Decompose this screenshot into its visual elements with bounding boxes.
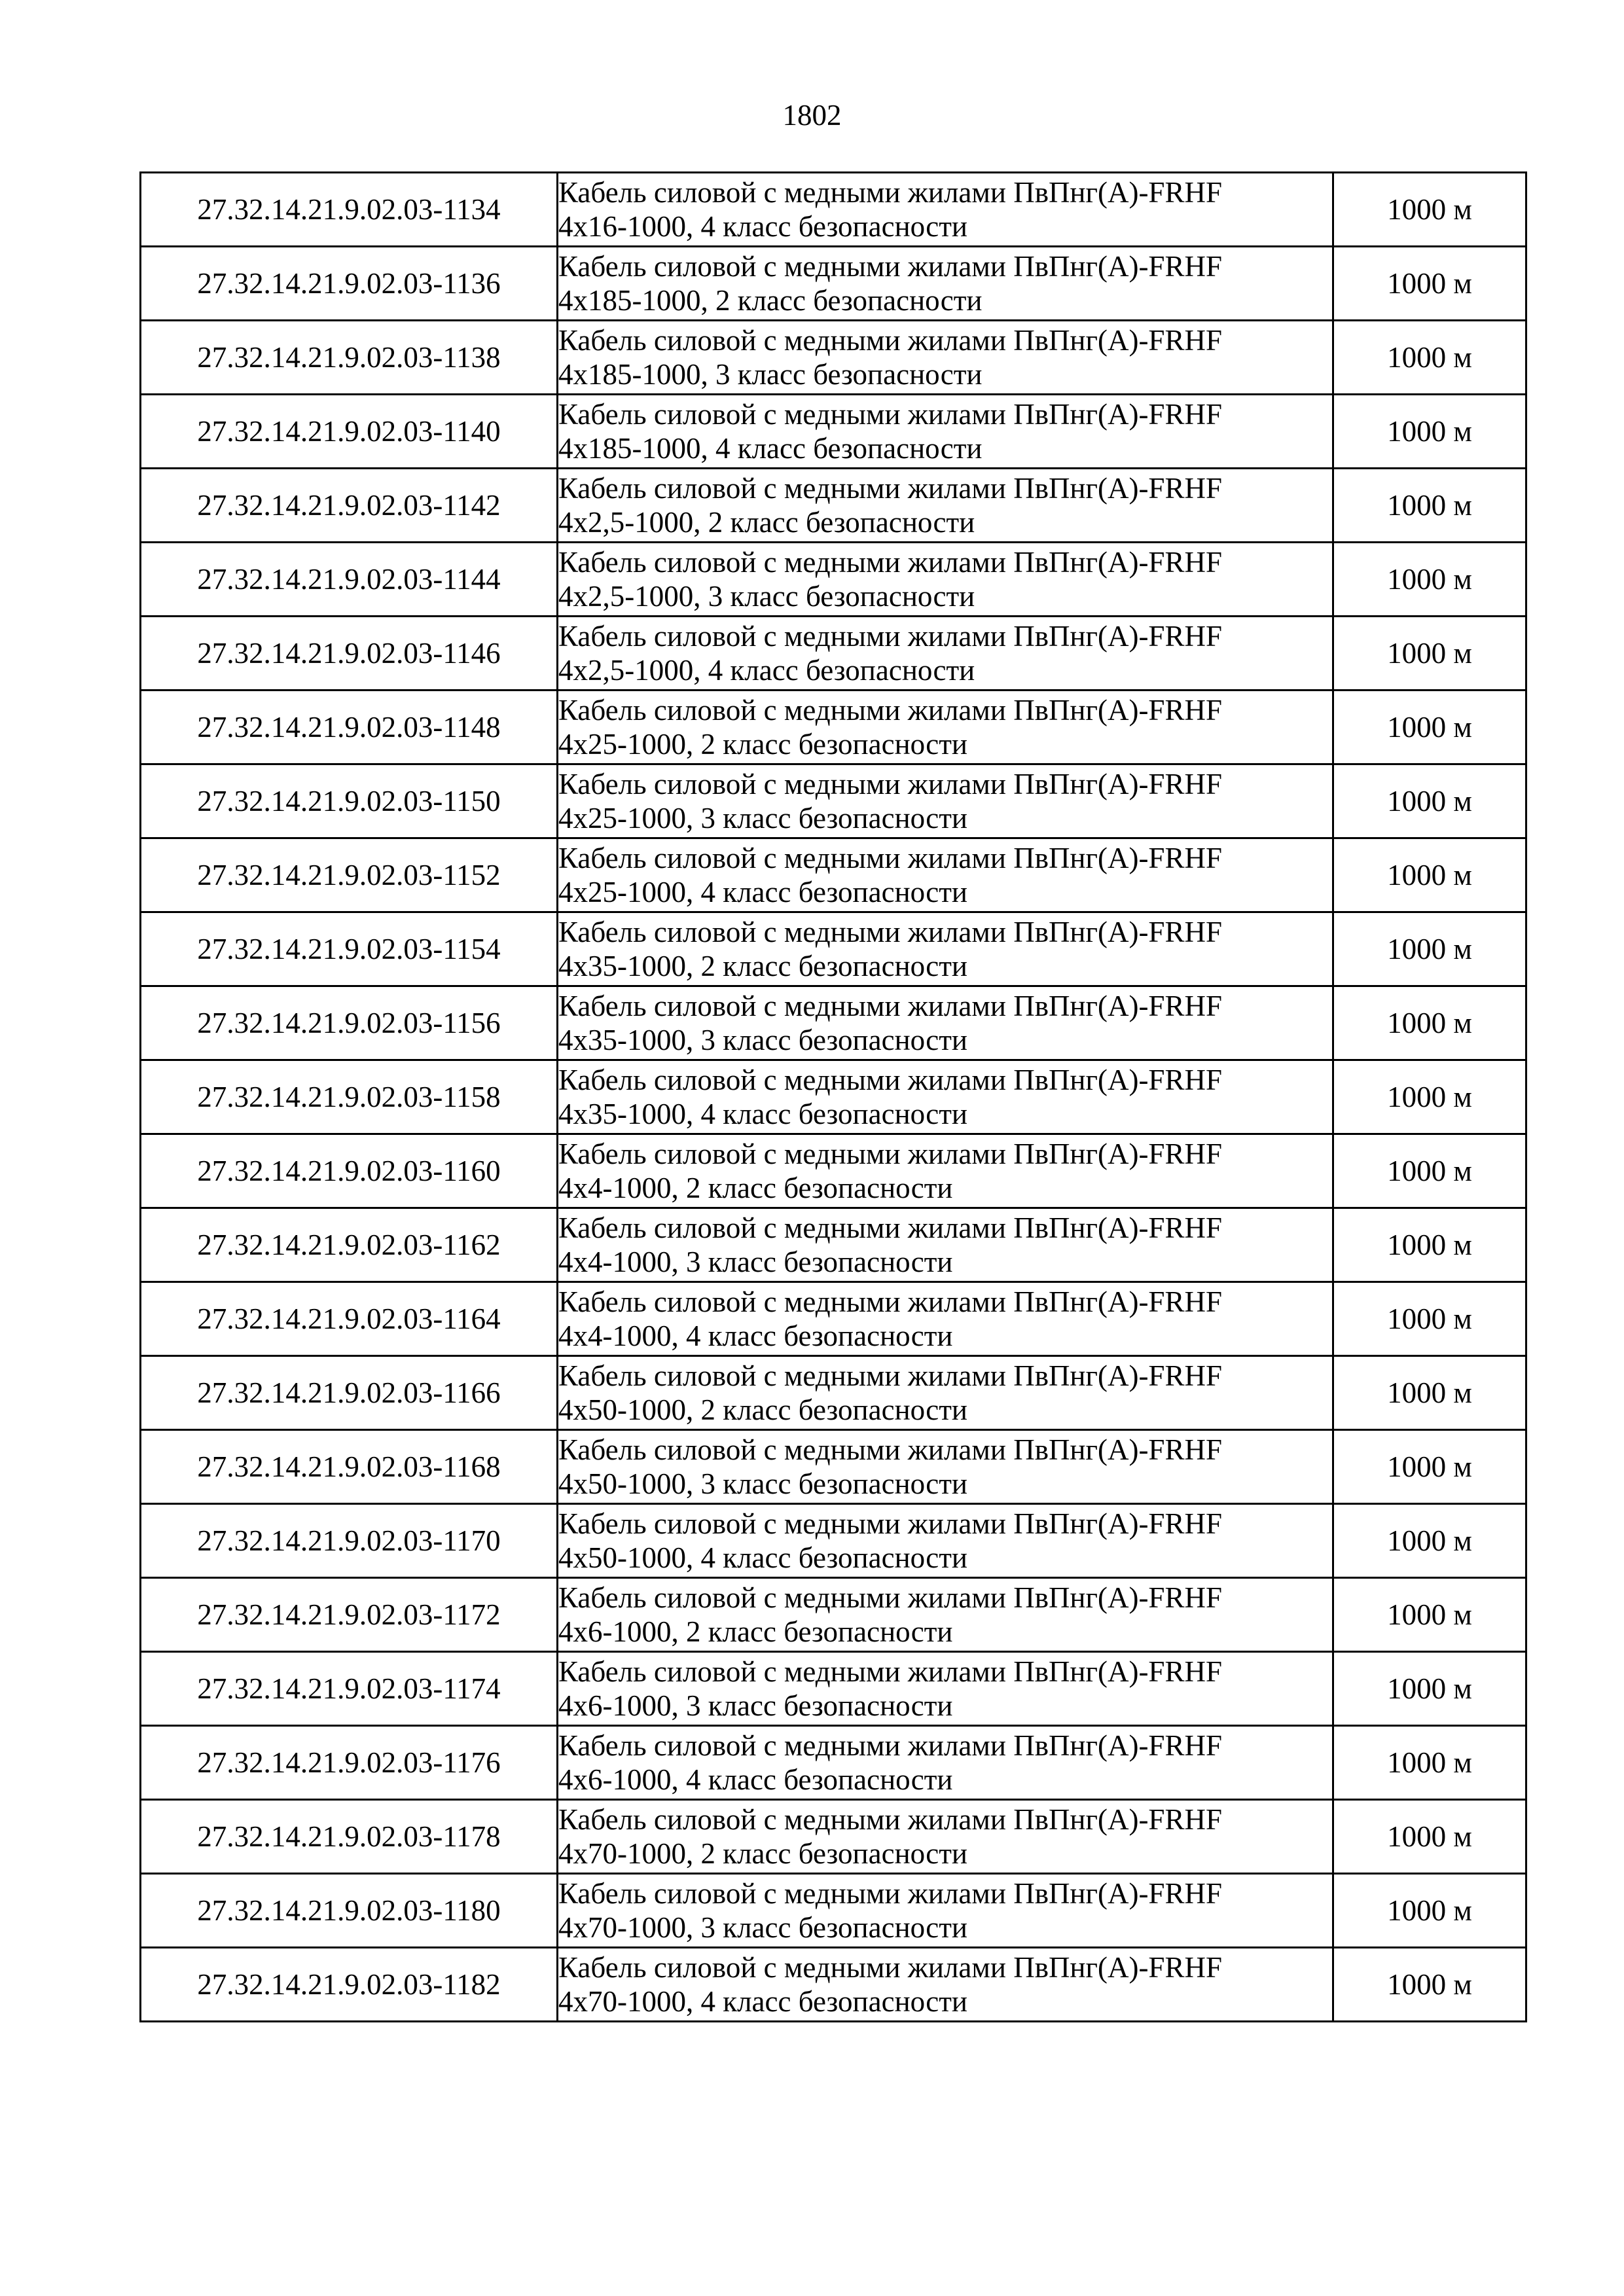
table-row (141, 912, 1526, 986)
unit-cell: 1000 м (1333, 469, 1526, 543)
resource-code-cell: 27.32.14.21.9.02.03-1134 (141, 173, 558, 247)
resource-code-cell: 27.32.14.21.9.02.03-1152 (141, 838, 558, 912)
resource-name-cell: Кабель силовой с медными жилами ПвПнг(А)-FRHF 4х35-1000, 4 класс безопасности (558, 1060, 1333, 1134)
resource-name-cell: Кабель силовой с медными жилами ПвПнг(А)-FRHF 4х50-1000, 3 класс безопасности (558, 1430, 1333, 1504)
resource-name-cell: Кабель силовой с медными жилами ПвПнг(А)-FRHF 4х185-1000, 2 класс безопасности (558, 247, 1333, 321)
resource-name-cell: Кабель силовой с медными жилами ПвПнг(А)-FRHF 4х50-1000, 4 класс безопасности (558, 1504, 1333, 1578)
resource-name-cell: Кабель силовой с медными жилами ПвПнг(А)-FRHF 4х70-1000, 4 класс безопасности (558, 1948, 1333, 2022)
resource-code-cell: 27.32.14.21.9.02.03-1138 (141, 321, 558, 395)
table-row (141, 1800, 1526, 1874)
resource-name-cell: Кабель силовой с медными жилами ПвПнг(А)-FRHF 4х50-1000, 2 класс безопасности (558, 1356, 1333, 1430)
resource-code-cell: 27.32.14.21.9.02.03-1156 (141, 986, 558, 1060)
table-row (141, 469, 1526, 543)
page-number: 1802 (782, 99, 842, 132)
resource-code-cell: 27.32.14.21.9.02.03-1162 (141, 1208, 558, 1282)
unit-cell: 1000 м (1333, 1208, 1526, 1282)
resource-code-cell: 27.32.14.21.9.02.03-1144 (141, 543, 558, 617)
resource-code-cell: 27.32.14.21.9.02.03-1168 (141, 1430, 558, 1504)
resource-name-cell: Кабель силовой с медными жилами ПвПнг(А)-FRHF 4х25-1000, 3 класс безопасности (558, 764, 1333, 838)
unit-cell: 1000 м (1333, 1504, 1526, 1578)
resource-code-cell: 27.32.14.21.9.02.03-1146 (141, 617, 558, 691)
table-row (141, 691, 1526, 764)
resource-code-cell: 27.32.14.21.9.02.03-1140 (141, 395, 558, 469)
table-row (141, 247, 1526, 321)
resource-name-cell: Кабель силовой с медными жилами ПвПнг(А)-FRHF 4х35-1000, 3 класс безопасности (558, 986, 1333, 1060)
resource-name-cell: Кабель силовой с медными жилами ПвПнг(А)-FRHF 4х4-1000, 3 класс безопасности (558, 1208, 1333, 1282)
resource-code-cell: 27.32.14.21.9.02.03-1136 (141, 247, 558, 321)
resource-name-cell: Кабель силовой с медными жилами ПвПнг(А)-FRHF 4х70-1000, 3 класс безопасности (558, 1874, 1333, 1948)
resource-code-cell: 27.32.14.21.9.02.03-1150 (141, 764, 558, 838)
unit-cell: 1000 м (1333, 395, 1526, 469)
materials-table (139, 171, 1527, 2022)
resource-name-cell: Кабель силовой с медными жилами ПвПнг(А)-FRHF 4х6-1000, 2 класс безопасности (558, 1578, 1333, 1652)
table-row (141, 1134, 1526, 1208)
resource-name-cell: Кабель силовой с медными жилами ПвПнг(А)-FRHF 4х4-1000, 2 класс безопасности (558, 1134, 1333, 1208)
unit-cell: 1000 м (1333, 912, 1526, 986)
resource-name-cell: Кабель силовой с медными жилами ПвПнг(А)-FRHF 4х185-1000, 4 класс безопасности (558, 395, 1333, 469)
unit-cell: 1000 м (1333, 173, 1526, 247)
table-row (141, 1652, 1526, 1726)
table-row (141, 543, 1526, 617)
unit-cell: 1000 м (1333, 1578, 1526, 1652)
unit-cell: 1000 м (1333, 838, 1526, 912)
table-row (141, 1208, 1526, 1282)
resource-name-cell: Кабель силовой с медными жилами ПвПнг(А)-FRHF 4х2,5-1000, 3 класс безопасности (558, 543, 1333, 617)
unit-cell: 1000 м (1333, 1134, 1526, 1208)
unit-cell: 1000 м (1333, 691, 1526, 764)
resource-code-cell: 27.32.14.21.9.02.03-1174 (141, 1652, 558, 1726)
materials-table-body (141, 173, 1526, 2022)
resource-name-cell: Кабель силовой с медными жилами ПвПнг(А)-FRHF 4х2,5-1000, 4 класс безопасности (558, 617, 1333, 691)
resource-name-cell: Кабель силовой с медными жилами ПвПнг(А)-FRHF 4х6-1000, 3 класс безопасности (558, 1652, 1333, 1726)
resource-code-cell: 27.32.14.21.9.02.03-1172 (141, 1578, 558, 1652)
unit-cell: 1000 м (1333, 1874, 1526, 1948)
unit-cell: 1000 м (1333, 247, 1526, 321)
resource-name-cell: Кабель силовой с медными жилами ПвПнг(А)-FRHF 4х25-1000, 2 класс безопасности (558, 691, 1333, 764)
unit-cell: 1000 м (1333, 986, 1526, 1060)
table-row (141, 986, 1526, 1060)
resource-name-cell: Кабель силовой с медными жилами ПвПнг(А)-FRHF 4х25-1000, 4 класс безопасности (558, 838, 1333, 912)
resource-code-cell: 27.32.14.21.9.02.03-1182 (141, 1948, 558, 2022)
resource-code-cell: 27.32.14.21.9.02.03-1176 (141, 1726, 558, 1800)
resource-code-cell: 27.32.14.21.9.02.03-1148 (141, 691, 558, 764)
unit-cell: 1000 м (1333, 1800, 1526, 1874)
unit-cell: 1000 м (1333, 1652, 1526, 1726)
table-row (141, 838, 1526, 912)
resource-code-cell: 27.32.14.21.9.02.03-1166 (141, 1356, 558, 1430)
table-row (141, 764, 1526, 838)
table-row (141, 1430, 1526, 1504)
resource-code-cell: 27.32.14.21.9.02.03-1158 (141, 1060, 558, 1134)
unit-cell: 1000 м (1333, 543, 1526, 617)
table-row (141, 1356, 1526, 1430)
unit-cell: 1000 м (1333, 1726, 1526, 1800)
unit-cell: 1000 м (1333, 1948, 1526, 2022)
unit-cell: 1000 м (1333, 1060, 1526, 1134)
table-row (141, 1874, 1526, 1948)
resource-name-cell: Кабель силовой с медными жилами ПвПнг(А)-FRHF 4х35-1000, 2 класс безопасности (558, 912, 1333, 986)
table-row (141, 1726, 1526, 1800)
resource-code-cell: 27.32.14.21.9.02.03-1154 (141, 912, 558, 986)
resource-code-cell: 27.32.14.21.9.02.03-1160 (141, 1134, 558, 1208)
resource-code-cell: 27.32.14.21.9.02.03-1142 (141, 469, 558, 543)
table-row (141, 1282, 1526, 1356)
unit-cell: 1000 м (1333, 617, 1526, 691)
table-row (141, 617, 1526, 691)
unit-cell: 1000 м (1333, 1282, 1526, 1356)
resource-name-cell: Кабель силовой с медными жилами ПвПнг(А)-FRHF 4х4-1000, 4 класс безопасности (558, 1282, 1333, 1356)
table-row (141, 173, 1526, 247)
resource-name-cell: Кабель силовой с медными жилами ПвПнг(А)-FRHF 4х6-1000, 4 класс безопасности (558, 1726, 1333, 1800)
resource-code-cell: 27.32.14.21.9.02.03-1170 (141, 1504, 558, 1578)
table-row (141, 1060, 1526, 1134)
table-row (141, 395, 1526, 469)
unit-cell: 1000 м (1333, 764, 1526, 838)
unit-cell: 1000 м (1333, 1356, 1526, 1430)
table-row (141, 1948, 1526, 2022)
resource-name-cell: Кабель силовой с медными жилами ПвПнг(А)-FRHF 4х70-1000, 2 класс безопасности (558, 1800, 1333, 1874)
unit-cell: 1000 м (1333, 1430, 1526, 1504)
table-row (141, 321, 1526, 395)
resource-name-cell: Кабель силовой с медными жилами ПвПнг(А)-FRHF 4х185-1000, 3 класс безопасности (558, 321, 1333, 395)
resource-code-cell: 27.32.14.21.9.02.03-1164 (141, 1282, 558, 1356)
resource-name-cell: Кабель силовой с медными жилами ПвПнг(А)-FRHF 4х2,5-1000, 2 класс безопасности (558, 469, 1333, 543)
resource-name-cell: Кабель силовой с медными жилами ПвПнг(А)-FRHF 4х16-1000, 4 класс безопасности (558, 173, 1333, 247)
unit-cell: 1000 м (1333, 321, 1526, 395)
table-row (141, 1578, 1526, 1652)
resource-code-cell: 27.32.14.21.9.02.03-1180 (141, 1874, 558, 1948)
table-row (141, 1504, 1526, 1578)
resource-code-cell: 27.32.14.21.9.02.03-1178 (141, 1800, 558, 1874)
